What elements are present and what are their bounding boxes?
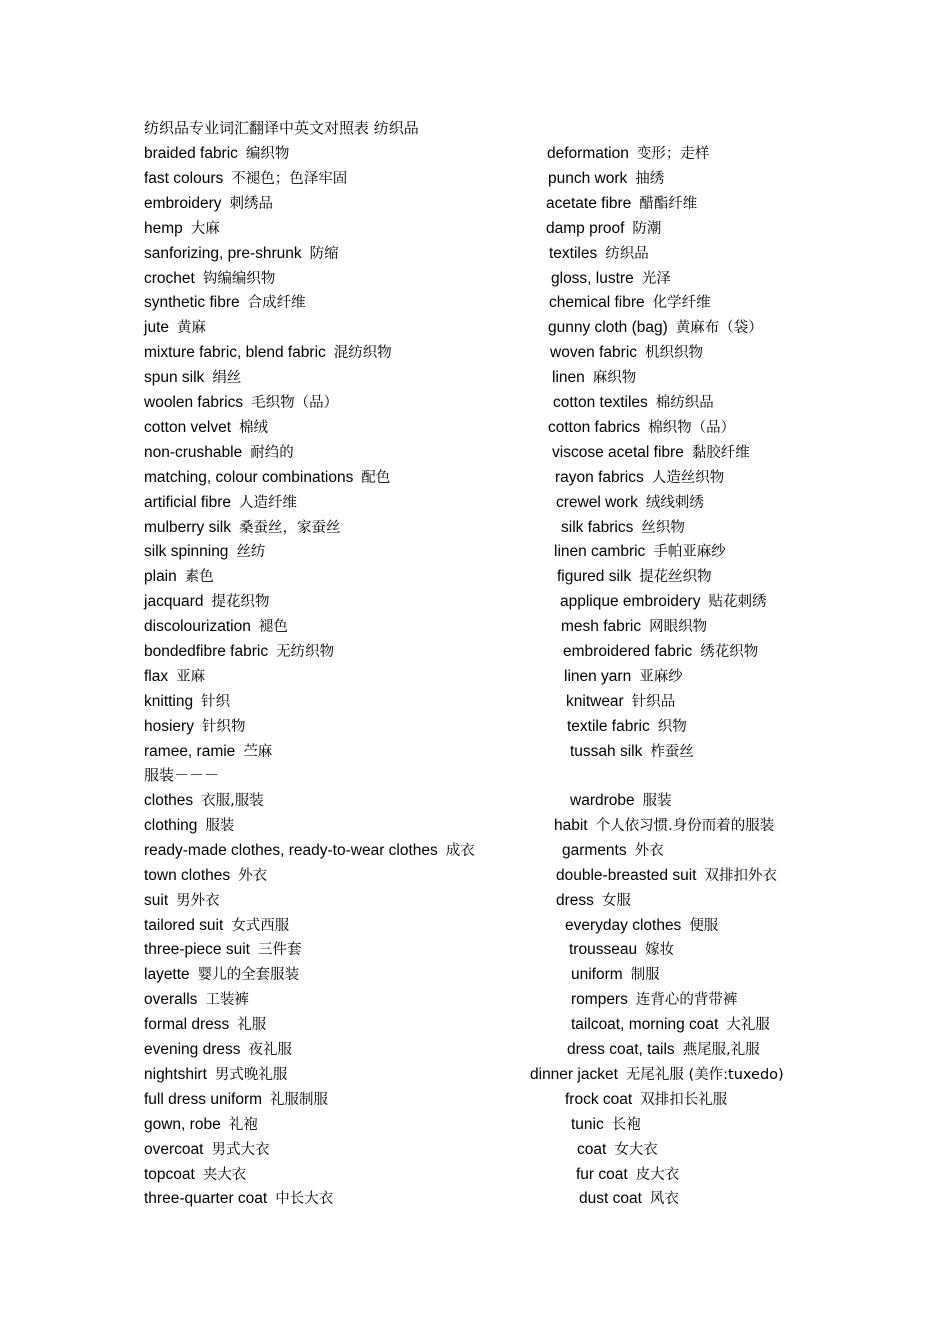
term-left	[144, 517, 340, 538]
term-right	[556, 492, 704, 513]
term-left	[144, 964, 299, 985]
term-chinese: 服装	[205, 817, 235, 834]
term-chinese: 棉绒	[239, 419, 269, 436]
term-chinese: 化学纤维	[652, 295, 711, 312]
glossary-row	[0, 1064, 950, 1089]
term-english: silk spinning	[144, 543, 229, 561]
glossary-row	[0, 292, 950, 317]
term-chinese: 男外衣	[176, 892, 220, 909]
term-english: braided fabric	[144, 145, 238, 162]
term-chinese: 外衣	[634, 842, 664, 859]
term-chinese: 褪色	[258, 619, 288, 636]
term-left	[144, 1114, 258, 1135]
term-english: full dress uniform	[144, 1090, 263, 1108]
term-english: applique embroidery	[560, 593, 701, 611]
glossary-row	[0, 790, 950, 815]
term-chinese: 提花丝织物	[639, 569, 712, 586]
term-chinese: 绒线刺绣	[645, 494, 704, 511]
glossary-row	[0, 541, 950, 566]
term-right	[570, 741, 694, 762]
glossary-row	[0, 442, 950, 467]
term-left	[144, 815, 234, 836]
term-left	[144, 865, 267, 886]
glossary-row	[0, 1164, 950, 1189]
term-chinese: 大麻	[190, 220, 220, 237]
term-chinese: 柞蚕丝	[650, 743, 694, 760]
glossary-row	[0, 815, 950, 840]
term-english: punch work	[548, 169, 628, 187]
glossary-row	[0, 840, 950, 865]
glossary-row	[0, 417, 950, 442]
term-chinese: 外衣	[238, 867, 268, 884]
term-english: topcoat	[144, 1165, 195, 1183]
term-english: gloss, lustre	[551, 269, 634, 287]
term-chinese: 针织品	[631, 693, 676, 710]
term-left	[144, 317, 206, 338]
term-right	[564, 666, 683, 687]
term-left	[144, 1188, 333, 1209]
term-english: tussah silk	[570, 742, 643, 760]
term-left	[144, 915, 289, 936]
term-left	[144, 143, 289, 164]
term-english: non-crushable	[144, 443, 243, 461]
term-english: damp proof	[546, 219, 625, 237]
term-right	[551, 268, 671, 289]
term-left	[144, 467, 390, 488]
term-english: dress coat, tails	[567, 1041, 675, 1058]
term-chinese: 女大衣	[614, 1141, 658, 1158]
term-right	[567, 1039, 760, 1060]
term-chinese: 刺绣品	[229, 195, 274, 212]
term-chinese: 丝纺	[236, 544, 266, 561]
glossary-row	[0, 218, 950, 243]
term-english: synthetic fibre	[144, 294, 240, 312]
term-english: fur coat	[576, 1165, 628, 1183]
term-english: fast colours	[144, 169, 224, 187]
term-chinese: 无纺织物	[276, 644, 335, 660]
term-chinese: 男式晚礼服	[214, 1066, 288, 1083]
term-english: woven fabric	[550, 344, 638, 362]
term-chinese: 三件套	[257, 942, 302, 959]
term-chinese: 织物	[657, 718, 687, 735]
term-english: rompers	[571, 991, 628, 1009]
glossary-row	[0, 641, 950, 666]
term-chinese: 制服	[630, 967, 660, 984]
term-english: linen yarn	[564, 667, 632, 685]
term-chinese: 醋酯纤维	[639, 195, 698, 212]
glossary-row	[0, 964, 950, 989]
term-chinese: 提花织物	[211, 594, 270, 611]
term-english: three-piece suit	[144, 941, 250, 959]
term-chinese: 燕尾服,礼服	[682, 1042, 760, 1058]
term-chinese: 长袍	[611, 1116, 641, 1133]
term-chinese: 防缩	[309, 245, 339, 262]
term-chinese: 配色	[361, 469, 391, 486]
term-left	[144, 268, 275, 289]
term-english: formal dress	[144, 1016, 230, 1034]
term-chinese: 中长大衣	[275, 1191, 334, 1208]
term-english: silk fabrics	[561, 518, 634, 536]
glossary-row	[0, 392, 950, 417]
term-english: acetate fibre	[546, 194, 632, 212]
term-chinese: 衣服,服装	[201, 793, 264, 809]
glossary-row	[0, 168, 950, 193]
term-right	[560, 591, 766, 612]
glossary-row	[0, 342, 950, 367]
glossary-row	[0, 616, 950, 641]
term-right	[563, 641, 758, 662]
term-chinese: 毛织物（品）	[251, 395, 339, 411]
term-english: garments	[562, 841, 627, 859]
term-english: evening dress	[144, 1041, 241, 1058]
term-right	[549, 292, 711, 313]
term-chinese: 黄麻	[177, 320, 206, 337]
term-english: matching, colour combinations	[144, 468, 354, 486]
glossary-row	[0, 591, 950, 616]
term-english: textiles	[549, 244, 598, 262]
term-chinese: 夹大衣	[202, 1166, 247, 1183]
term-english: hemp	[144, 219, 183, 237]
term-chinese: 礼袍	[228, 1116, 258, 1133]
glossary-row	[0, 716, 950, 741]
glossary-row	[0, 467, 950, 492]
term-chinese: 光泽	[641, 270, 671, 287]
term-chinese: 桑蚕丝，家蚕丝	[238, 519, 341, 536]
term-chinese: 机织织物	[645, 345, 704, 362]
term-english: viscose acetal fibre	[552, 443, 684, 461]
term-chinese: 绣花织物	[700, 644, 759, 660]
glossary-row	[0, 193, 950, 218]
term-english: rayon fabrics	[555, 468, 644, 486]
term-left	[144, 342, 392, 363]
term-right	[567, 716, 687, 737]
term-english: suit	[144, 891, 169, 909]
term-left	[144, 939, 301, 960]
term-left	[144, 1089, 328, 1110]
term-english: embroidery	[144, 194, 222, 212]
term-english: linen cambric	[554, 543, 646, 561]
glossary-row	[0, 1039, 950, 1064]
term-chinese: 耐绉的	[250, 444, 294, 461]
term-english: chemical fibre	[549, 294, 645, 312]
term-chinese: 女式西服	[231, 917, 290, 934]
term-english: wardrobe	[570, 792, 635, 809]
glossary-row	[0, 243, 950, 268]
term-right	[562, 840, 664, 861]
term-chinese: 棉纺织品	[655, 395, 714, 411]
glossary-row	[0, 915, 950, 940]
term-right	[561, 517, 685, 538]
term-right	[546, 193, 697, 214]
term-right	[553, 392, 714, 413]
term-chinese: 礼服制服	[270, 1091, 329, 1108]
term-english: cotton fabrics	[548, 418, 641, 436]
term-chinese: 网眼织物	[649, 619, 708, 636]
term-english: linen	[552, 369, 585, 387]
term-chinese: 针织	[201, 693, 231, 710]
term-right	[565, 915, 718, 936]
term-english: deformation	[547, 145, 629, 162]
page-title: 纺织品专业词汇翻译中英文对照表 纺织品	[144, 119, 419, 137]
term-chinese: 丝织物	[641, 519, 685, 536]
term-chinese: 合成纤维	[247, 295, 306, 312]
term-left	[144, 492, 297, 513]
term-right	[547, 143, 709, 164]
term-english: mixture fabric, blend fabric	[144, 344, 326, 362]
term-right	[549, 243, 649, 264]
glossary-row	[0, 939, 950, 964]
term-english: tailcoat, morning coat	[571, 1016, 719, 1034]
glossary-row	[0, 492, 950, 517]
term-chinese: 连背心的背带裤	[635, 992, 738, 1009]
term-chinese: 风衣	[649, 1191, 679, 1208]
term-right	[554, 541, 726, 562]
term-chinese: 防潮	[632, 220, 662, 237]
section-heading-clothing: 服装－－－	[144, 766, 220, 784]
term-chinese: 抽绣	[635, 170, 665, 187]
term-left	[144, 1039, 292, 1060]
term-english: hosiery	[144, 717, 194, 735]
term-left	[144, 541, 265, 562]
term-left	[144, 691, 230, 712]
term-right	[557, 566, 712, 587]
term-left	[144, 1164, 246, 1185]
term-right	[552, 367, 636, 388]
term-english: woolen fabrics	[144, 394, 244, 411]
term-chinese: 贴花刺绣	[708, 594, 767, 611]
term-chinese: 女服	[601, 892, 631, 909]
term-english: habit	[554, 816, 588, 834]
term-chinese: 编织物	[245, 146, 290, 162]
term-left	[144, 641, 334, 662]
term-left	[144, 989, 249, 1010]
term-english: tunic	[571, 1115, 604, 1133]
term-right	[548, 168, 664, 189]
term-chinese: 麻织物	[592, 370, 637, 387]
term-english: knitting	[144, 692, 194, 710]
term-english: town clothes	[144, 866, 231, 884]
term-right	[548, 417, 735, 438]
term-english: crewel work	[556, 493, 638, 511]
term-left	[144, 442, 294, 463]
term-english: everyday clothes	[565, 916, 682, 934]
term-left	[144, 741, 272, 762]
term-left	[144, 616, 288, 637]
term-chinese: 纺织品	[605, 245, 649, 262]
term-chinese: 夜礼服	[248, 1042, 293, 1058]
term-chinese: 大礼服	[726, 1017, 770, 1034]
term-english: sanforizing, pre-shrunk	[144, 244, 302, 262]
term-english: flax	[144, 667, 169, 685]
term-chinese: 男式大衣	[211, 1141, 270, 1158]
term-chinese: 双排扣长礼服	[640, 1091, 728, 1108]
term-left	[144, 890, 220, 911]
term-english: jacquard	[144, 593, 204, 611]
term-left	[144, 417, 268, 438]
term-chinese: 工装裤	[205, 992, 249, 1009]
glossary-row	[0, 1089, 950, 1114]
glossary-row	[0, 691, 950, 716]
term-right	[571, 989, 737, 1010]
term-english: jute	[144, 319, 169, 337]
term-english: embroidered fabric	[563, 643, 693, 660]
term-english: overcoat	[144, 1140, 204, 1158]
term-right	[556, 890, 631, 911]
glossary-row	[0, 367, 950, 392]
term-english: frock coat	[565, 1090, 633, 1108]
term-english: crochet	[144, 269, 195, 287]
term-right	[555, 467, 724, 488]
term-right	[577, 1139, 658, 1160]
term-chinese: 皮大衣	[635, 1166, 680, 1183]
term-right	[570, 790, 672, 811]
term-english: layette	[144, 966, 190, 984]
term-right	[550, 342, 703, 363]
term-right	[571, 1014, 770, 1035]
term-english: uniform	[571, 966, 623, 984]
term-english: nightshirt	[144, 1065, 207, 1083]
term-right	[569, 939, 674, 960]
term-chinese: 绢丝	[212, 370, 242, 387]
term-english: overalls	[144, 991, 198, 1009]
term-chinese: 针织物	[201, 718, 246, 735]
term-chinese: 个人依习惯.身份而着的服装	[595, 817, 775, 834]
glossary-row	[0, 1014, 950, 1039]
term-right	[556, 865, 777, 886]
term-left	[144, 1064, 287, 1085]
term-english: cotton textiles	[553, 394, 648, 411]
term-english: ready-made clothes, ready-to-wear clothes	[144, 841, 438, 859]
term-chinese: 便服	[689, 917, 719, 934]
term-left	[144, 218, 220, 239]
term-english: knitwear	[566, 692, 624, 710]
term-left	[144, 591, 269, 612]
term-english: dress	[556, 891, 594, 909]
term-right	[576, 1164, 679, 1185]
term-right	[552, 442, 750, 463]
glossary-row	[0, 1188, 950, 1213]
term-english: tailored suit	[144, 916, 224, 934]
term-right	[554, 815, 774, 836]
term-left	[144, 367, 241, 388]
term-english: gunny cloth (bag)	[548, 319, 668, 337]
term-chinese: 素色	[184, 569, 214, 586]
term-english: mesh fabric	[561, 618, 642, 636]
term-left	[144, 716, 245, 737]
term-right	[571, 964, 660, 985]
term-chinese: 钩编编织物	[202, 270, 276, 287]
glossary-row	[0, 517, 950, 542]
term-right	[571, 1114, 641, 1135]
term-chinese: 亚麻纱	[639, 668, 683, 685]
term-chinese: 棉织物（品）	[648, 419, 736, 436]
term-chinese: 变形；走样	[636, 146, 710, 162]
term-chinese: 婴儿的全套服装	[197, 967, 300, 984]
term-english: double-breasted suit	[556, 866, 697, 884]
term-english: plain	[144, 568, 177, 586]
term-right	[548, 317, 763, 338]
term-right	[546, 218, 661, 239]
glossary-row	[0, 1114, 950, 1139]
term-english: dust coat	[579, 1190, 642, 1208]
term-english: discolourization	[144, 618, 251, 636]
term-english: dinner jacket	[530, 1065, 618, 1083]
term-left	[144, 1139, 269, 1160]
term-left	[144, 566, 214, 587]
term-english: gown, robe	[144, 1115, 221, 1133]
term-english: clothes	[144, 792, 194, 809]
term-right	[530, 1064, 784, 1085]
term-english: figured silk	[557, 568, 632, 586]
term-chinese: 成衣	[445, 842, 475, 859]
term-english: clothing	[144, 816, 198, 834]
glossary-row	[0, 989, 950, 1014]
term-chinese: 服装	[642, 793, 672, 809]
term-left	[144, 790, 264, 811]
term-right	[579, 1188, 679, 1209]
term-chinese: 礼服	[237, 1017, 267, 1034]
term-right	[566, 691, 675, 712]
term-chinese: 人造纤维	[239, 494, 297, 511]
term-left	[144, 666, 205, 687]
glossary-row	[0, 890, 950, 915]
term-chinese: 亚麻	[176, 668, 206, 685]
glossary-row	[0, 566, 950, 591]
term-left	[144, 1014, 266, 1035]
term-chinese: 不褪色；色泽牢固	[231, 170, 348, 187]
term-english: textile fabric	[567, 717, 650, 735]
term-chinese: 苎麻	[243, 743, 273, 760]
term-english: trousseau	[569, 941, 638, 959]
term-chinese: 手帕亚麻纱	[653, 544, 726, 561]
term-english: coat	[577, 1140, 607, 1158]
term-left	[144, 392, 338, 413]
term-english: cotton velvet	[144, 418, 232, 436]
glossary-row	[0, 143, 950, 168]
glossary-row	[0, 268, 950, 293]
term-left	[144, 243, 339, 264]
glossary-row	[0, 666, 950, 691]
term-english: artificial fibre	[144, 493, 231, 511]
term-left	[144, 840, 475, 861]
glossary-row	[0, 317, 950, 342]
term-chinese: 黄麻布（袋）	[675, 320, 763, 337]
term-left	[144, 193, 273, 214]
term-chinese: 双排扣外衣	[704, 867, 777, 884]
term-chinese: 人造丝织物	[651, 469, 725, 486]
term-english: spun silk	[144, 369, 205, 387]
term-chinese: 混纺织物	[333, 345, 392, 362]
term-left	[144, 168, 347, 189]
term-left	[144, 292, 306, 313]
term-english: three-quarter coat	[144, 1190, 268, 1208]
term-english: ramee, ramie	[144, 742, 236, 760]
term-right	[565, 1089, 727, 1110]
glossary-row	[0, 741, 950, 766]
glossary-row	[0, 1139, 950, 1164]
term-chinese: 嫁妆	[645, 942, 675, 959]
term-english: bondedfibre fabric	[144, 643, 269, 660]
term-chinese: 无尾礼服 (美作:tuxedo)	[625, 1066, 784, 1083]
term-chinese: 黏胶纤维	[691, 444, 750, 461]
glossary-row	[0, 865, 950, 890]
term-right	[561, 616, 707, 637]
term-english: mulberry silk	[144, 518, 231, 536]
